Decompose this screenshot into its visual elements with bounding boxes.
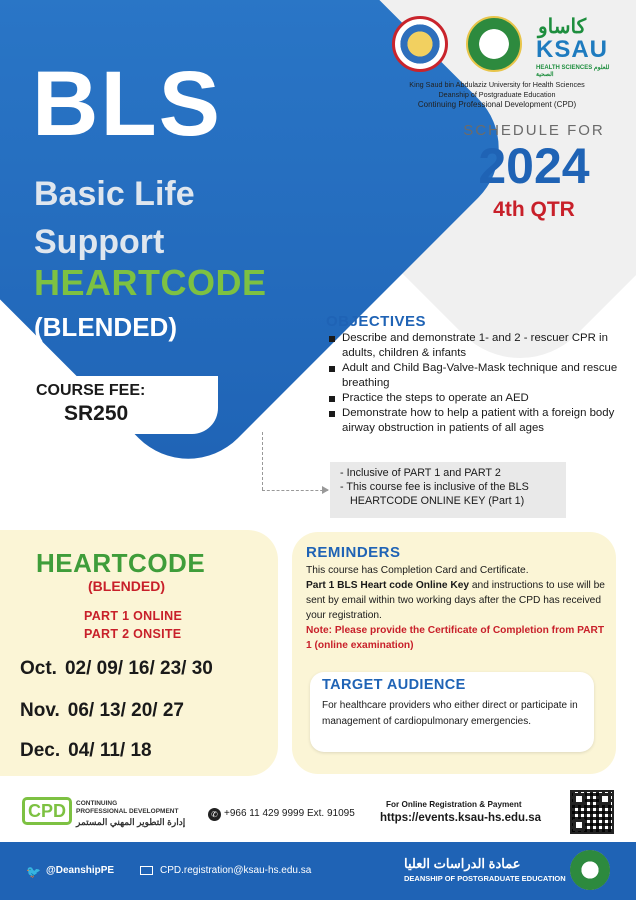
schedule-card-title: HEARTCODE: [36, 548, 206, 578]
reminder-rest: and instructions to use will be sent by email within two working days after the CPD has received your registration.: [306, 580, 605, 621]
fee-inclusions-box: [330, 462, 566, 518]
deanship-seal-icon: [570, 850, 610, 890]
deanship-english: DEANSHIP OF POSTGRADUATE EDUCATION: [404, 874, 566, 883]
inclusion-line: - This course fee is inclusive of the BLS: [340, 481, 529, 493]
objective-item: Adult and Child Bag-Valve-Mask technique and rescue breathing: [326, 361, 626, 391]
target-audience-box: [310, 672, 594, 752]
program-name: HEARTCODE: [34, 262, 267, 303]
objective-item: Demonstrate how to help a patient with a foreign body airway obstruction in patients of all ages: [326, 406, 626, 436]
connector-line: [262, 432, 263, 490]
deanship-name: Deanship of Postgraduate Education: [438, 90, 556, 99]
objectives-title: OBJECTIVES: [326, 313, 427, 330]
phone-icon: ✆: [208, 808, 221, 821]
date-month: Dec.: [20, 740, 61, 761]
target-audience-title: TARGET AUDIENCE: [322, 677, 466, 693]
inclusion-line: - Inclusive of PART 1 and PART 2: [340, 467, 501, 479]
date-row-october: [20, 658, 213, 680]
subtitle-line-1: Basic Life: [34, 175, 195, 213]
date-row-november: [20, 700, 184, 722]
fee-label: COURSE FEE:: [36, 382, 146, 399]
ksau-arabic-wordmark: كاساو: [538, 16, 587, 38]
twitter-icon: 🐦: [26, 865, 41, 879]
objective-item: Describe and demonstrate 1- and 2 - rescuer CPR in adults, children & infants: [326, 331, 626, 361]
inclusion-line: HEARTCODE ONLINE KEY (Part 1): [350, 495, 525, 507]
fee-value: SR250: [64, 402, 129, 425]
target-audience-text: For healthcare providers who either direct or participate in management of cardiopulmonary emergencies.: [322, 700, 578, 727]
registration-label: For Online Registration & Payment: [386, 800, 522, 809]
part-2-label: PART 2 ONSITE: [84, 627, 182, 641]
cpd-logo: CPD: [22, 797, 72, 825]
qr-corner: [599, 793, 611, 805]
twitter-handle[interactable]: @DeanshipPE: [46, 865, 115, 876]
reminders-text: [306, 563, 606, 653]
institution-logos: [392, 14, 622, 78]
schedule-year: 2024: [478, 138, 590, 194]
institution-text: [382, 80, 612, 110]
national-guard-logo-icon: [392, 16, 448, 72]
connector-line: [262, 490, 328, 491]
reminder-line: [306, 578, 606, 623]
cpd-text-line: PROFESSIONAL DEVELOPMENT: [76, 808, 179, 815]
course-fee-box: [0, 376, 218, 434]
date-row-december: [20, 740, 152, 762]
qr-corner: [573, 793, 585, 805]
program-format: (BLENDED): [34, 312, 177, 342]
ksau-wordmark: KSAU: [536, 36, 609, 63]
part-1-label: PART 1 ONLINE: [84, 609, 183, 623]
objectives-list: [326, 331, 626, 436]
date-month: Oct.: [20, 658, 57, 679]
schedule-card-subtitle: (BLENDED): [88, 578, 165, 594]
cpd-text-line: CONTINUING: [76, 800, 118, 807]
date-month: Nov.: [20, 700, 60, 721]
date-days: 06/ 13/ 20/ 27: [67, 700, 184, 721]
university-name: King Saud bin Abdulaziz University for Health Sciences: [409, 80, 585, 89]
reminders-title: REMINDERS: [306, 544, 401, 561]
date-days: 04/ 11/ 18: [68, 740, 152, 761]
registration-link[interactable]: https://events.ksau-hs.edu.sa: [380, 812, 542, 824]
ksau-subtitle: HEALTH SCIENCES للعلوم الصحية: [536, 65, 610, 78]
cpd-logo-text: [76, 800, 178, 816]
mail-icon: [140, 866, 153, 875]
phone-number[interactable]: +966 11 429 9999 Ext. 91095: [224, 808, 355, 819]
date-days: 02/ 09/ 16/ 23/ 30: [64, 658, 213, 679]
schedule-quarter: 4th QTR: [493, 198, 575, 221]
qr-code-icon[interactable]: [570, 790, 614, 834]
reminder-line: This course has Completion Card and Certificate.: [306, 565, 529, 576]
schedule-label: SCHEDULE FOR: [463, 122, 605, 139]
objective-item: Practice the steps to operate an AED: [326, 391, 626, 406]
arrow-right-icon: [322, 486, 329, 494]
course-title: BLS: [32, 53, 222, 155]
ksau-seal-icon: [466, 16, 522, 72]
subtitle-line-2: Support: [34, 223, 165, 261]
cpd-name: Continuing Professional Development (CPD): [417, 100, 577, 109]
reminder-bold: Part 1 BLS Heart code Online Key: [306, 580, 470, 591]
reminder-note: Note: Please provide the Certificate of Completion from PART 1 (online examination): [306, 625, 605, 651]
cpd-arabic-text: إدارة التطوير المهني المستمر: [76, 817, 186, 827]
qr-corner: [573, 819, 585, 831]
email-link[interactable]: CPD.registration@ksau-hs.edu.sa: [160, 865, 312, 876]
course-subtitle: [34, 170, 195, 266]
deanship-arabic: عمادة الدراسات العليا: [404, 856, 521, 871]
